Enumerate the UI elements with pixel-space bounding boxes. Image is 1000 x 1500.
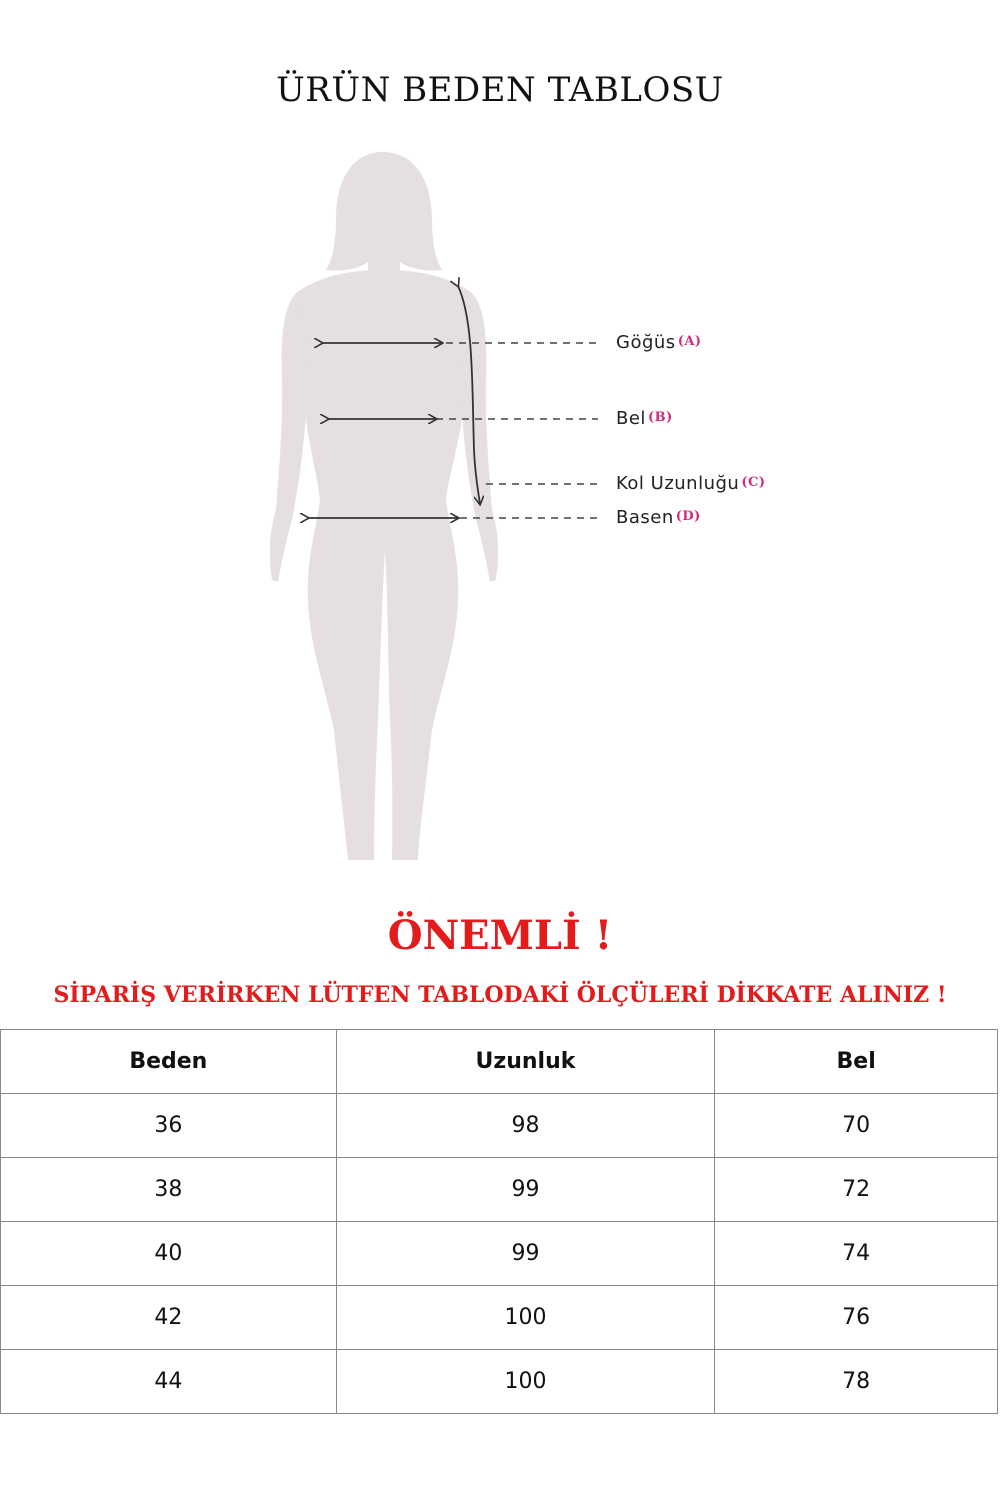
- table-header-row: [1, 1030, 998, 1094]
- cell-size: 36: [1, 1094, 337, 1158]
- page-title: ÜRÜN BEDEN TABLOSU: [276, 70, 724, 110]
- important-heading: ÖNEMLİ !: [387, 912, 613, 959]
- warning-text: SİPARİŞ VERİRKEN LÜTFEN TABLODAKİ ÖLÇÜLERİ DİKKATE ALINIZ !: [53, 982, 947, 1008]
- measurement-name: Basen: [616, 507, 674, 528]
- table-row: [1, 1222, 998, 1286]
- column-header-length: Uzunluk: [336, 1030, 715, 1094]
- measurement-code: (A): [677, 334, 702, 349]
- measurement-label-hip: [616, 507, 701, 528]
- measurement-label-sleeve: [616, 473, 765, 494]
- cell-length: 99: [336, 1158, 715, 1222]
- cell-length: 99: [336, 1222, 715, 1286]
- measurement-code: (D): [675, 509, 701, 524]
- cell-length: 98: [336, 1094, 715, 1158]
- size-table: [0, 1029, 998, 1414]
- table-row: [1, 1350, 998, 1414]
- measurement-code: (C): [741, 475, 766, 490]
- table-row: [1, 1094, 998, 1158]
- table-row: [1, 1286, 998, 1350]
- measurement-name: Bel: [616, 408, 646, 429]
- cell-waist: 72: [715, 1158, 998, 1222]
- column-header-waist: Bel: [715, 1030, 998, 1094]
- measurement-name: Kol Uzunluğu: [616, 473, 740, 494]
- cell-size: 40: [1, 1222, 337, 1286]
- column-header-size: Beden: [1, 1030, 337, 1094]
- cell-size: 38: [1, 1158, 337, 1222]
- cell-waist: 74: [715, 1222, 998, 1286]
- cell-length: 100: [336, 1350, 715, 1414]
- cell-size: 42: [1, 1286, 337, 1350]
- table-row: [1, 1158, 998, 1222]
- measurement-name: Göğüs: [616, 332, 676, 353]
- measurement-code: (B): [647, 410, 673, 425]
- measurement-label-chest: [616, 332, 702, 353]
- cell-waist: 70: [715, 1094, 998, 1158]
- cell-waist: 76: [715, 1286, 998, 1350]
- cell-size: 44: [1, 1350, 337, 1414]
- measurement-diagram: [0, 130, 1000, 880]
- measurement-label-waist: [616, 408, 673, 429]
- body-silhouette: [0, 130, 1000, 880]
- cell-length: 100: [336, 1286, 715, 1350]
- cell-waist: 78: [715, 1350, 998, 1414]
